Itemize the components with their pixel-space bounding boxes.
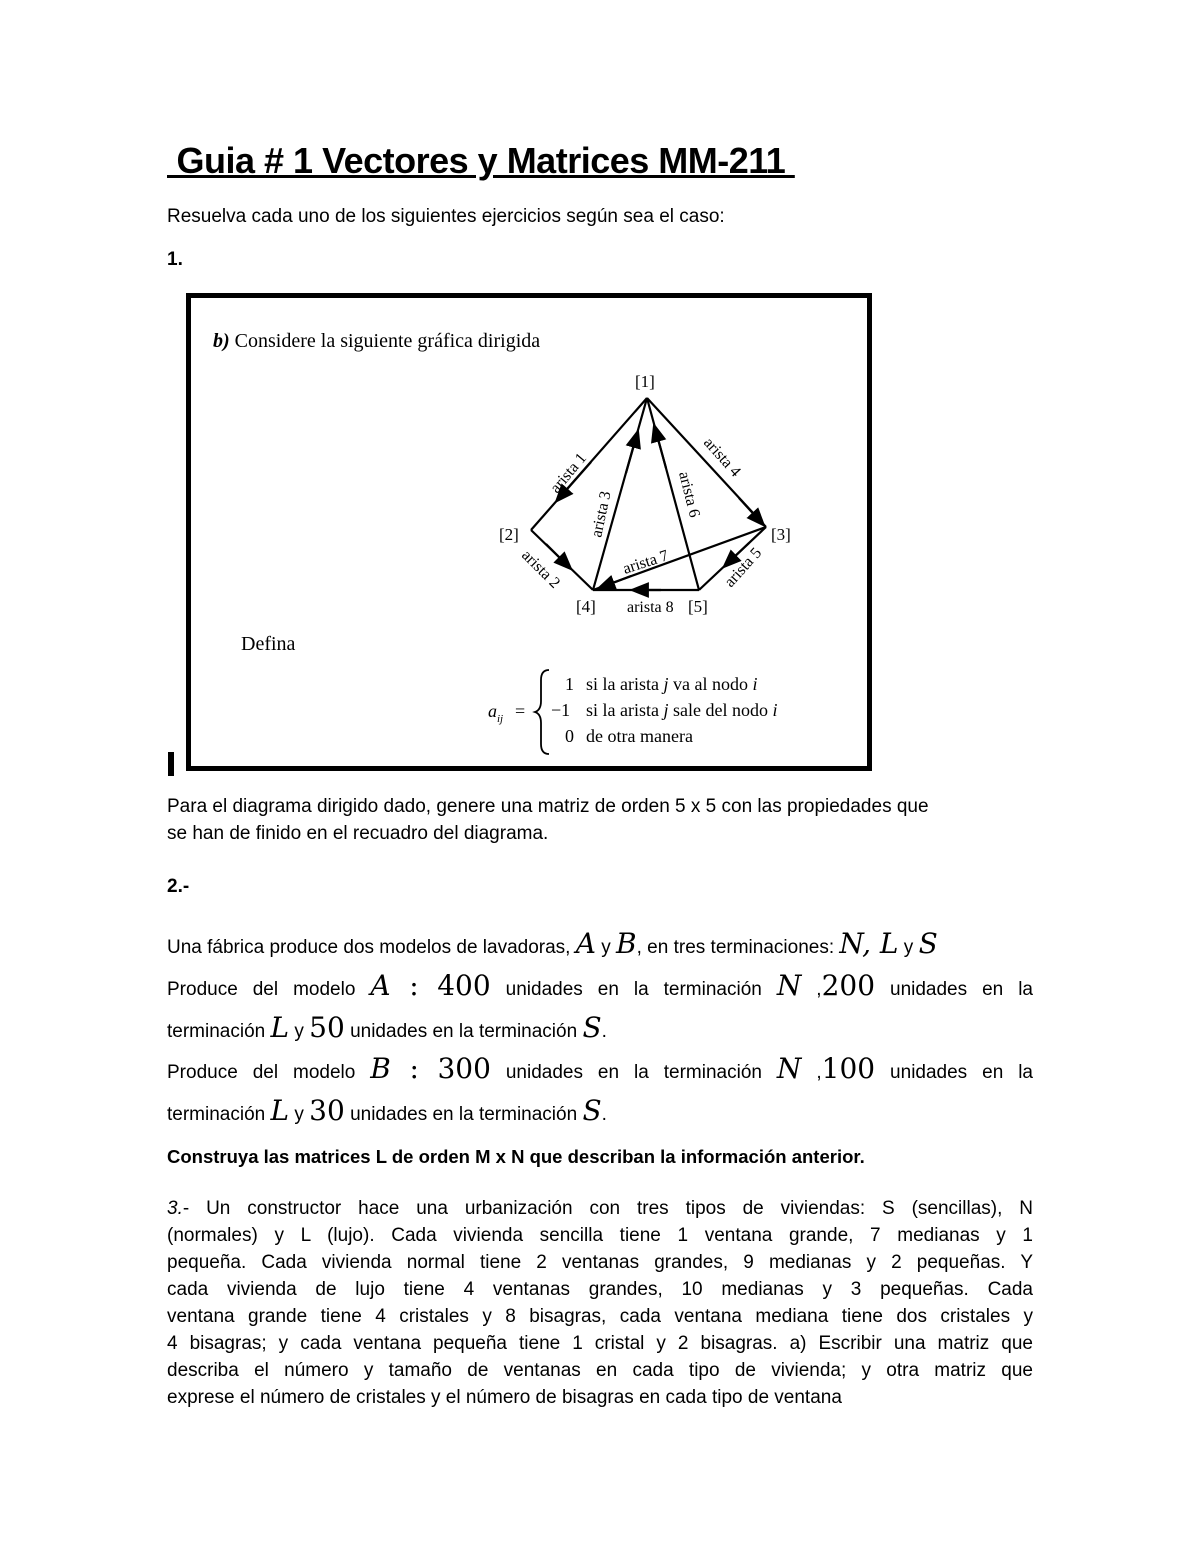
edge-7-label: arista 7 [620, 547, 671, 578]
formula-brace [535, 670, 549, 754]
edge-2-label: arista 2 [518, 546, 564, 592]
node-4-label: [4] [576, 597, 596, 616]
edge-6-label: arista 6 [675, 469, 703, 520]
ex3-line-6: 4 bisagras; y cada ventana pequeña tiene 1 cristal y 2 bisagras. a) Escribir una matriz que [167, 1333, 1033, 1354]
ex3-line-8: exprese el número de cristales y el número de bisagras en cada tipo de ventana [167, 1387, 842, 1408]
graph-figure [186, 293, 872, 771]
ex2-line-5: terminación L y 30 unidades en la terminación S. [167, 1094, 607, 1127]
ex3-line-2: (normales) y L (lujo). Cada vivienda sencilla tiene 1 ventana grande, 7 medianas y 1 [167, 1225, 1033, 1246]
ex2-line-2: Produce del modelo A : 400 unidades en la terminación N ,200 unidades en la [167, 969, 1033, 1002]
directed-graph [191, 298, 867, 766]
edge-1-label: arista 1 [547, 449, 591, 497]
edge-5-label: arista 5 [721, 544, 766, 591]
ex2-instruction: Construya las matrices L de orden M x N que describan la información anterior. [167, 1146, 865, 1167]
case-1: 1 si la arista j va al nodo i [565, 674, 758, 694]
page-title: Guia # 1 Vectores y Matrices MM-211 [167, 140, 795, 181]
edge-8-label: arista 8 [627, 599, 674, 616]
text-cursor [168, 752, 174, 776]
node-2-label: [2] [499, 525, 519, 544]
exercise-2-number: 2.- [167, 876, 190, 897]
ex3-line-5: ventana grande tiene 4 cristales y 8 bisagras, cada ventana mediana tiene dos cristales y [167, 1306, 1033, 1327]
case-3: 0 de otra manera [565, 726, 693, 746]
node-5-label: [5] [688, 597, 708, 616]
figure-heading-text: Considere la siguiente gráfica dirigida [234, 330, 541, 352]
formula-equals: = [515, 701, 526, 721]
ex2-line-1: Una fábrica produce dos modelos de lavadoras, A y B, en tres terminaciones: N, L y S [167, 927, 938, 960]
edge-2-arrow [546, 544, 566, 564]
exercise-1-line-1: Para el diagrama dirigido dado, genere una matriz de orden 5 x 5 con las propiedades que [167, 796, 929, 817]
case-2: −1 si la arista j sale del nodo i [551, 700, 778, 720]
edge-6-arrow [656, 432, 666, 468]
exercise-1-text [167, 793, 1033, 847]
formula-lhs: $a_{ij}$ [488, 701, 504, 725]
ex2-line-3: terminación L y 50 unidades en la terminación S. [167, 1011, 607, 1044]
intro-text: Resuelva cada uno de los siguientes ejercicios según sea el caso: [167, 206, 725, 227]
define-label: Defina [241, 633, 296, 655]
node-1-label: [1] [635, 372, 655, 391]
node-3-label: [3] [771, 525, 791, 544]
ex3-line-1: 3.- Un constructor hace una urbanización con tres tipos de viviendas: S (sencillas), N [167, 1198, 1033, 1219]
ex3-line-3: pequeña. Cada vivienda normal tiene 2 ventanas grandes, 9 medianas y 2 pequeñas. Y [167, 1252, 1033, 1273]
exercise-1-line-2: se han de finido en el recuadro del diagrama. [167, 823, 549, 844]
edge-4-label: arista 4 [700, 434, 744, 481]
ex3-line-4: cada vivienda de lujo tiene 4 ventanas grandes, 10 medianas y 3 pequeñas. Cada [167, 1279, 1033, 1300]
edge-3-arrow [626, 438, 636, 473]
exercise-1-number: 1. [167, 249, 183, 270]
figure-label: b) [213, 330, 230, 352]
ex3-line-7: describa el número y tamaño de ventanas en cada tipo de vivienda; y otra matriz que [167, 1360, 1033, 1381]
ex2-line-4: Produce del modelo B : 300 unidades en la terminación N ,100 unidades en la [167, 1052, 1034, 1085]
exercise-3-text [167, 1195, 1033, 1411]
edge-4-arrow [739, 498, 759, 520]
edge-3-label: arista 3 [588, 489, 615, 539]
